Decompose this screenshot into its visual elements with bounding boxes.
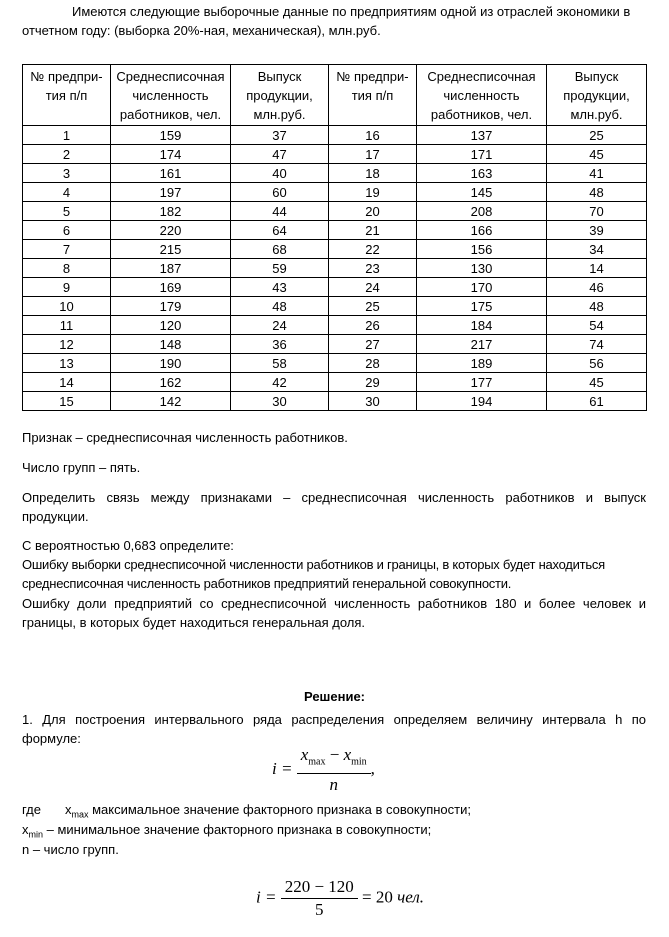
col-header-number: № предпри-тия п/п (329, 65, 417, 126)
cell-number: 22 (329, 240, 417, 259)
table-row (23, 392, 647, 411)
col-header-employees: Среднесписочная численность работников, чел. (417, 65, 547, 126)
cell-output: 60 (231, 183, 329, 202)
cell-number: 28 (329, 354, 417, 373)
cell-output: 41 (547, 164, 647, 183)
cell-employees: 142 (111, 392, 231, 411)
cell-output: 45 (547, 373, 647, 392)
cell-number: 2 (23, 145, 111, 164)
table-row (23, 316, 647, 335)
cell-employees: 137 (417, 126, 547, 145)
cell-employees: 171 (417, 145, 547, 164)
table-row (23, 183, 647, 202)
cell-employees: 190 (111, 354, 231, 373)
cell-output: 43 (231, 278, 329, 297)
calc-unit: чел. (397, 887, 425, 907)
cell-employees: 189 (417, 354, 547, 373)
cell-number: 27 (329, 335, 417, 354)
table-body (23, 126, 647, 411)
formula-comma: , (370, 759, 375, 779)
col-header-employees: Среднесписочная численность работников, чел. (111, 65, 231, 126)
task-probability: С вероятностью 0,683 определите: (22, 538, 234, 553)
cell-output: 44 (231, 202, 329, 221)
enterprise-data-table (22, 64, 647, 411)
cell-employees: 208 (417, 202, 547, 221)
table-header-row (23, 65, 647, 126)
table-row (23, 335, 647, 354)
calc-lhs: i = (256, 887, 277, 907)
table-row (23, 126, 647, 145)
calc-numerator: 220 − 120 (281, 876, 358, 899)
cell-output: 14 (547, 259, 647, 278)
cell-employees: 159 (111, 126, 231, 145)
cell-number: 16 (329, 126, 417, 145)
cell-number: 20 (329, 202, 417, 221)
cell-number: 26 (329, 316, 417, 335)
cell-employees: 177 (417, 373, 547, 392)
cell-employees: 170 (417, 278, 547, 297)
cell-employees: 174 (111, 145, 231, 164)
cell-number: 15 (23, 392, 111, 411)
cell-number: 9 (23, 278, 111, 297)
formula-fraction (297, 744, 371, 796)
table-row (23, 297, 647, 316)
task-groups: Число групп – пять. (22, 460, 141, 475)
cell-output: 68 (231, 240, 329, 259)
cell-output: 47 (231, 145, 329, 164)
task-sampling-error: Ошибку выборки среднесписочной численности работников и границы, в которых будет находиться среднесписочная численность работников предприятий генеральной совокупности. (22, 557, 605, 591)
cell-number: 30 (329, 392, 417, 411)
cell-output: 64 (231, 221, 329, 240)
cell-number: 12 (23, 335, 111, 354)
task-share-error: Ошибку доли предприятий со среднесписочной численность работников 180 и более человек и границы, в которых будет находиться генеральная доля. (22, 596, 646, 630)
cell-employees: 187 (111, 259, 231, 278)
where-line-max: где $x_{max}$ максимальное значение факторного признака в совокупности; (22, 802, 471, 820)
cell-number: 24 (329, 278, 417, 297)
cell-number: 11 (23, 316, 111, 335)
where-line-min: $x_{min}$ – минимальное значение факторного признака в совокупности; (22, 822, 432, 840)
cell-output: 61 (547, 392, 647, 411)
calc-result: = 20 (362, 887, 393, 907)
formula-denominator: n (329, 775, 338, 795)
cell-output: 58 (231, 354, 329, 373)
cell-number: 21 (329, 221, 417, 240)
cell-number: 4 (23, 183, 111, 202)
cell-output: 39 (547, 221, 647, 240)
cell-employees: 156 (417, 240, 547, 259)
cell-output: 24 (231, 316, 329, 335)
cell-employees: 184 (417, 316, 547, 335)
table-row (23, 278, 647, 297)
table-row (23, 202, 647, 221)
cell-output: 56 (547, 354, 647, 373)
col-header-output: Выпуск продукции, млн.руб. (547, 65, 647, 126)
cell-number: 3 (23, 164, 111, 183)
cell-output: 36 (231, 335, 329, 354)
cell-output: 46 (547, 278, 647, 297)
table-row (23, 240, 647, 259)
cell-employees: 179 (111, 297, 231, 316)
table-row (23, 373, 647, 392)
cell-output: 48 (231, 297, 329, 316)
cell-number: 14 (23, 373, 111, 392)
cell-output: 25 (547, 126, 647, 145)
where-line-n: n – число групп. (22, 842, 119, 857)
calc-fraction (281, 876, 358, 921)
table-row (23, 145, 647, 164)
cell-employees: 182 (111, 202, 231, 221)
table-row (23, 164, 647, 183)
cell-employees: 175 (417, 297, 547, 316)
cell-output: 74 (547, 335, 647, 354)
table-row (23, 221, 647, 240)
calc-denominator: 5 (315, 900, 324, 919)
interval-calculation (256, 876, 424, 921)
cell-number: 7 (23, 240, 111, 259)
cell-output: 37 (231, 126, 329, 145)
cell-employees: 166 (417, 221, 547, 240)
cell-employees: 220 (111, 221, 231, 240)
cell-number: 19 (329, 183, 417, 202)
cell-employees: 194 (417, 392, 547, 411)
cell-output: 40 (231, 164, 329, 183)
cell-number: 5 (23, 202, 111, 221)
cell-employees: 217 (417, 335, 547, 354)
cell-output: 70 (547, 202, 647, 221)
task-attribute: Признак – среднесписочная численность работников. (22, 430, 348, 445)
col-header-number: № предпри-тия п/п (23, 65, 111, 126)
task-relationship: Определить связь между признаками – среднесписочная численность работников и выпуск продукции. (22, 490, 646, 524)
cell-employees: 162 (111, 373, 231, 392)
cell-number: 6 (23, 221, 111, 240)
cell-employees: 169 (111, 278, 231, 297)
formula-lhs: i = (272, 759, 293, 779)
solution-step-1: 1. Для построения интервального ряда распределения определяем величину интервала h по формуле: (22, 712, 646, 746)
solution-heading: Решение: (303, 689, 366, 704)
cell-employees: 120 (111, 316, 231, 335)
table-row (23, 259, 647, 278)
col-header-output: Выпуск продукции, млн.руб. (231, 65, 329, 126)
cell-number: 8 (23, 259, 111, 278)
cell-output: 34 (547, 240, 647, 259)
cell-output: 30 (231, 392, 329, 411)
cell-number: 13 (23, 354, 111, 373)
cell-employees: 161 (111, 164, 231, 183)
cell-output: 48 (547, 183, 647, 202)
cell-number: 23 (329, 259, 417, 278)
cell-number: 18 (329, 164, 417, 183)
interval-formula (272, 744, 375, 796)
table-row (23, 354, 647, 373)
cell-employees: 145 (417, 183, 547, 202)
cell-number: 17 (329, 145, 417, 164)
cell-output: 59 (231, 259, 329, 278)
cell-number: 10 (23, 297, 111, 316)
cell-output: 45 (547, 145, 647, 164)
cell-employees: 197 (111, 183, 231, 202)
cell-employees: 163 (417, 164, 547, 183)
cell-number: 1 (23, 126, 111, 145)
cell-output: 48 (547, 297, 647, 316)
intro-text: Имеются следующие выборочные данные по предприятиям одной из отраслей экономики в отчетном году: (выборка 20%-ная, механическая), млн.руб. (22, 4, 631, 38)
cell-output: 42 (231, 373, 329, 392)
cell-employees: 130 (417, 259, 547, 278)
cell-output: 54 (547, 316, 647, 335)
cell-employees: 148 (111, 335, 231, 354)
formula-numerator: $x_{max} - x_{min}$ (297, 744, 371, 774)
cell-employees: 215 (111, 240, 231, 259)
cell-number: 25 (329, 297, 417, 316)
cell-number: 29 (329, 373, 417, 392)
